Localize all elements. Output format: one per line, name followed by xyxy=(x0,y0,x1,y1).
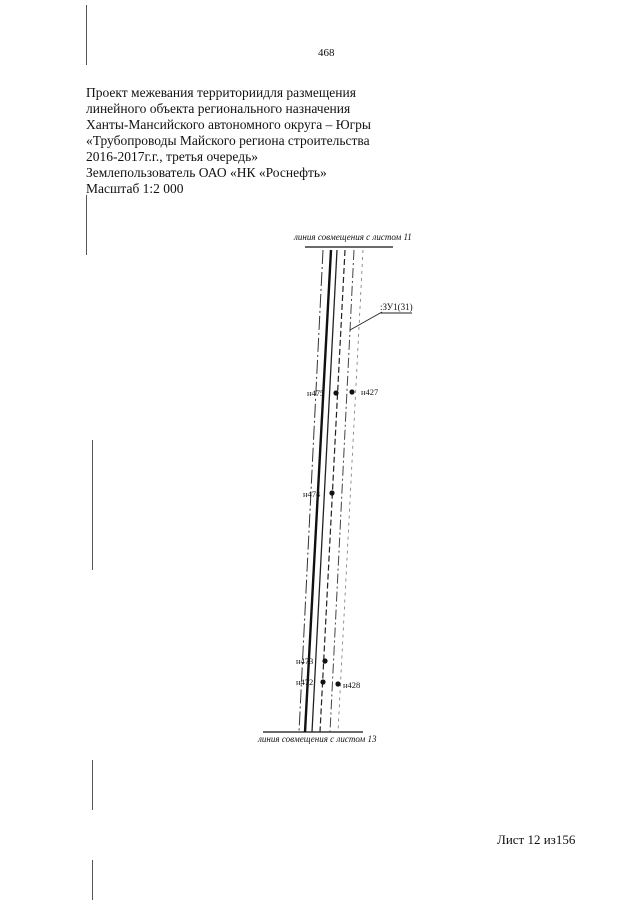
header-line-5: 2016-2017г.г., третья очередь» xyxy=(86,149,258,164)
top-match-label: линия совмещения с листом 11 xyxy=(294,232,412,242)
point-label-n428: н428 xyxy=(343,680,361,690)
page-number: 468 xyxy=(318,47,335,59)
point-label-n472: н472 xyxy=(296,677,314,687)
point-label-n474: н474 xyxy=(303,489,321,499)
point-label-n473: н473 xyxy=(296,656,314,666)
header-line-4: «Трубопроводы Майского региона строительства xyxy=(86,133,370,148)
parcel-label: :ЗУ1(31) xyxy=(380,302,413,312)
bottom-match-label: линия совмещения с листом 13 xyxy=(258,734,377,744)
parcel-leader-line xyxy=(350,312,382,330)
sheet-counter: Лист 12 из156 xyxy=(497,832,576,847)
point-n473-marker xyxy=(322,658,327,663)
header-line-3: Ханты-Мансийского автономного округа – Югры xyxy=(86,117,371,132)
point-n472-marker xyxy=(320,679,325,684)
header-line-6: Землепользователь ОАО «НК «Роснефть» xyxy=(86,165,327,180)
point-label-n427: н427 xyxy=(361,387,379,397)
header-line-7: Масштаб 1:2 000 xyxy=(86,181,184,196)
point-n475-marker xyxy=(333,390,338,395)
point-n474-marker xyxy=(329,490,334,495)
point-n428-marker xyxy=(335,681,340,686)
header-line-1: Проект межевания территориидля размещения xyxy=(86,85,356,100)
point-label-n475: н475 xyxy=(307,388,325,398)
point-n427-marker xyxy=(349,389,354,394)
header-line-2: линейного объекта регионального назначения xyxy=(86,101,351,116)
